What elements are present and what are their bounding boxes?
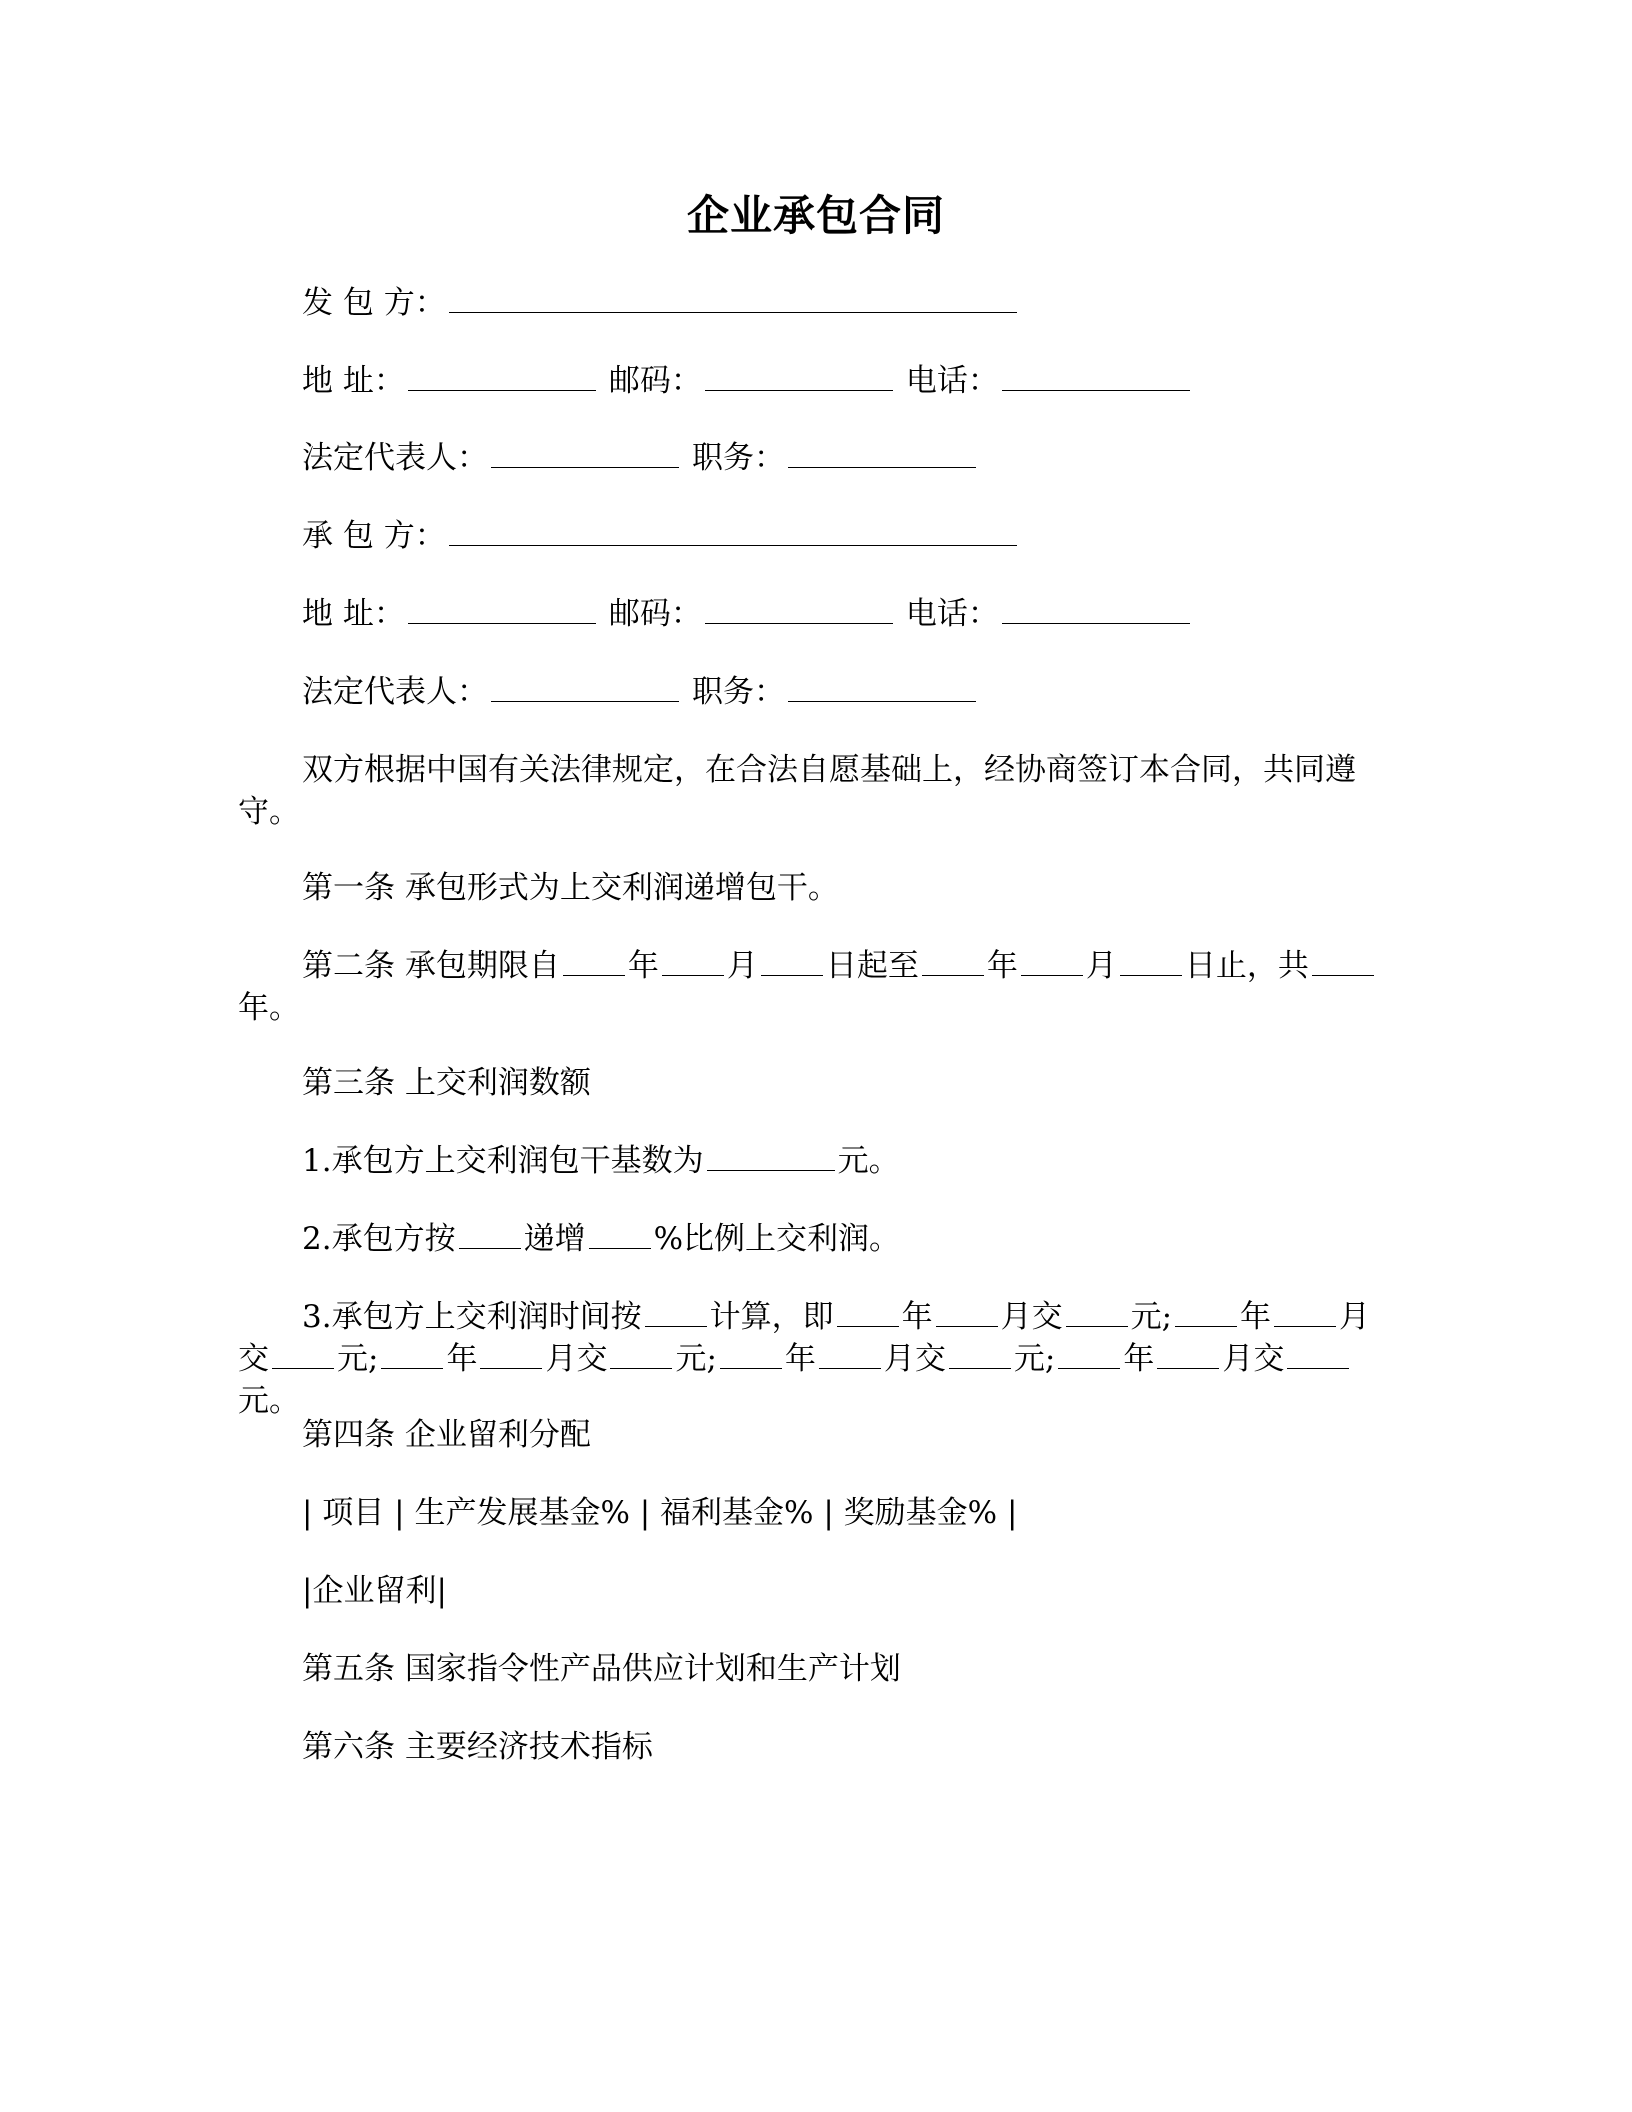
article-2-end-day-blank[interactable]	[1120, 945, 1182, 976]
party-b-phone-label: 电话：	[905, 596, 999, 632]
party-b-postcode-blank[interactable]	[705, 593, 893, 624]
item-3-month-2: 月	[1339, 1299, 1371, 1335]
item-3-year-blank-3[interactable]	[381, 1338, 443, 1369]
item-3-year-blank-4[interactable]	[720, 1338, 782, 1369]
article-3-item-3	[238, 1296, 1398, 1422]
party-a-postcode-blank[interactable]	[705, 360, 893, 391]
party-a-label: 发 包 方：	[302, 285, 446, 321]
party-a-postcode-label: 邮码：	[608, 363, 702, 399]
party-b-rep-blank[interactable]	[491, 671, 679, 702]
item-3-year-4: 年	[784, 1341, 816, 1377]
party-b-phone-blank[interactable]	[1002, 593, 1190, 624]
article-2-total-years-blank[interactable]	[1312, 945, 1374, 976]
item-3-yuan-end: 元。	[238, 1383, 300, 1419]
item-3-year-1: 年	[901, 1299, 933, 1335]
item-3-year-5: 年	[1123, 1341, 1155, 1377]
party-a-line	[302, 282, 1020, 324]
article-4-table-row: |企业留利|	[302, 1573, 447, 1609]
item-3-pay-2: 交	[238, 1341, 269, 1377]
article-2-start-month-blank[interactable]	[662, 945, 724, 976]
article-6: 第六条 主要经济技术指标	[302, 1729, 653, 1765]
item-3-yuan-4: 元;	[1013, 1341, 1056, 1377]
party-b-contact-line	[302, 593, 1193, 635]
article-3-heading: 第三条 上交利润数额	[302, 1065, 591, 1101]
article-3-item-1-suffix: 元。	[837, 1143, 900, 1179]
item-3-amount-blank-1[interactable]	[1066, 1296, 1128, 1327]
article-2-start-day-blank[interactable]	[761, 945, 823, 976]
article-2	[238, 945, 1398, 1029]
party-b-line	[302, 515, 1020, 557]
article-5: 第五条 国家指令性产品供应计划和生产计划	[302, 1651, 901, 1687]
item-3-amount-blank-4[interactable]	[949, 1338, 1011, 1369]
article-3-item-1-prefix: 1.承包方上交利润包干基数为	[302, 1143, 704, 1179]
article-3-basis-blank[interactable]	[459, 1218, 521, 1249]
article-2-month-label: 月	[726, 948, 758, 984]
item-3-month-pay-5: 月交	[1222, 1341, 1285, 1377]
party-b-postcode-label: 邮码：	[608, 596, 702, 632]
item-3-calc: 计算，即	[709, 1299, 834, 1335]
article-2-year-label-2: 年	[986, 948, 1018, 984]
party-a-address-label: 地 址：	[302, 363, 405, 399]
article-3-item-2-mid: 递增	[523, 1221, 586, 1257]
item-3-year-blank-5[interactable]	[1058, 1338, 1120, 1369]
article-3-percent-blank[interactable]	[589, 1218, 651, 1249]
article-2-start-year-blank[interactable]	[563, 945, 625, 976]
party-a-phone-blank[interactable]	[1002, 360, 1190, 391]
item-3-year-2: 年	[1240, 1299, 1272, 1335]
item-3-year-3: 年	[446, 1341, 478, 1377]
party-a-rep-line	[302, 437, 979, 479]
article-2-end: 年。	[238, 990, 300, 1026]
party-a-contact-line	[302, 360, 1193, 402]
party-b-position-label: 职务：	[692, 674, 785, 710]
party-b-blank[interactable]	[449, 515, 1017, 546]
preamble-paragraph: 双方根据中国有关法律规定，在合法自愿基础上，经协商签订本合同，共同遵守。	[238, 752, 1356, 830]
item-3-month-pay-3: 月交	[545, 1341, 608, 1377]
item-3-month-pay-4: 月交	[883, 1341, 946, 1377]
party-a-rep-label: 法定代表人：	[302, 440, 488, 476]
party-b-address-label: 地 址：	[302, 596, 405, 632]
party-b-address-blank[interactable]	[408, 593, 596, 624]
item-3-month-blank-1[interactable]	[936, 1296, 998, 1327]
article-3-item-3-prefix: 3.承包方上交利润时间按	[302, 1299, 642, 1335]
item-3-period-blank[interactable]	[645, 1296, 707, 1327]
article-3-base-amount-blank[interactable]	[707, 1140, 835, 1171]
party-a-position-label: 职务：	[692, 440, 785, 476]
article-2-month-label-2: 月	[1085, 948, 1117, 984]
party-b-label: 承 包 方：	[302, 518, 446, 554]
article-2-year-label: 年	[627, 948, 659, 984]
document-title: 企业承包合同	[686, 191, 945, 240]
item-3-year-blank-1[interactable]	[837, 1296, 899, 1327]
item-3-amount-blank-3[interactable]	[610, 1338, 672, 1369]
article-2-end-month-blank[interactable]	[1021, 945, 1083, 976]
item-3-month-blank-2[interactable]	[1274, 1296, 1336, 1327]
item-3-year-blank-2[interactable]	[1175, 1296, 1237, 1327]
article-2-prefix: 第二条 承包期限自	[302, 948, 560, 984]
item-3-yuan-2: 元;	[337, 1341, 379, 1377]
item-3-amount-blank-5[interactable]	[1287, 1338, 1349, 1369]
item-3-amount-blank-2[interactable]	[272, 1338, 334, 1369]
item-3-month-blank-5[interactable]	[1157, 1338, 1219, 1369]
article-2-day-to-label: 日止，共	[1184, 948, 1309, 984]
article-4-table-header: | 项目 | 生产发展基金% | 福利基金% | 奖励基金% |	[302, 1495, 1018, 1531]
party-a-position-blank[interactable]	[788, 437, 976, 468]
article-1: 第一条 承包形式为上交利润递增包干。	[302, 870, 839, 906]
item-3-month-pay-1: 月交	[1000, 1299, 1063, 1335]
party-a-rep-blank[interactable]	[491, 437, 679, 468]
article-3-item-2-suffix: %比例上交利润。	[653, 1221, 901, 1257]
item-3-month-blank-3[interactable]	[480, 1338, 542, 1369]
article-3-item-2-prefix: 2.承包方按	[302, 1221, 456, 1257]
article-3-item-2	[302, 1218, 900, 1260]
article-2-end-year-blank[interactable]	[922, 945, 984, 976]
party-b-rep-label: 法定代表人：	[302, 674, 488, 710]
item-3-yuan-3: 元;	[675, 1341, 717, 1377]
article-3-item-1	[302, 1140, 900, 1182]
party-a-phone-label: 电话：	[905, 363, 999, 399]
party-b-rep-line	[302, 671, 979, 713]
party-a-blank[interactable]	[449, 282, 1017, 313]
article-2-day-from-label: 日起至	[825, 948, 919, 984]
party-b-position-blank[interactable]	[788, 671, 976, 702]
item-3-month-blank-4[interactable]	[819, 1338, 881, 1369]
item-3-yuan-1: 元;	[1130, 1299, 1173, 1335]
article-4-heading: 第四条 企业留利分配	[302, 1417, 591, 1453]
party-a-address-blank[interactable]	[408, 360, 596, 391]
